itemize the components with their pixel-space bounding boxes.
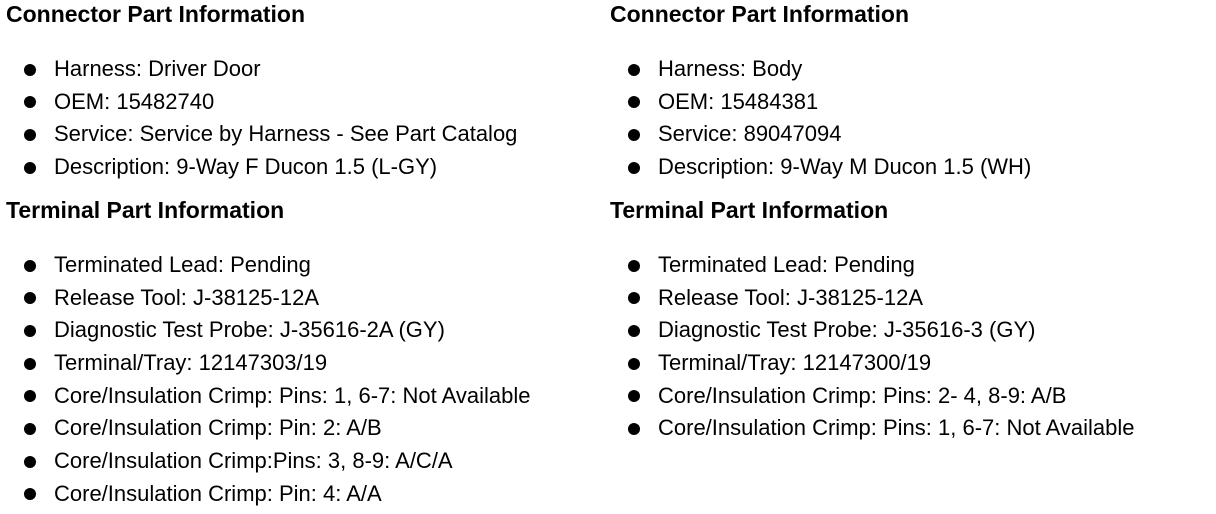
bullet-icon <box>628 390 640 402</box>
list-item <box>610 314 1135 347</box>
list-item <box>610 53 1031 86</box>
bullet-icon <box>24 488 36 500</box>
list-item-text: Harness: Body <box>658 56 803 81</box>
bullet-icon <box>628 325 640 337</box>
list-item-text: OEM: 15482740 <box>54 88 215 114</box>
list-item <box>6 86 517 119</box>
list-item-text: Core/Insulation Crimp: Pins: 1, 6-7: Not Available <box>658 415 1135 441</box>
list-item <box>610 118 1031 151</box>
list-item-text: Core/Insulation Crimp: Pins: 2- 4, 8-9: A/B <box>658 382 1067 408</box>
list-item-text: Description: 9-Way F Ducon 1.5 (L-GY) <box>54 154 438 180</box>
connector-part-heading: Connector Part Information <box>6 1 306 27</box>
bullet-icon <box>24 292 36 304</box>
list-item-text: OEM: 15484381 <box>658 88 819 114</box>
list-item-text: Core/Insulation Crimp: Pins: 1, 6-7: Not Available <box>54 382 531 408</box>
list-item <box>6 412 531 445</box>
bullet-icon <box>628 64 640 76</box>
list-item-text: Core/Insulation Crimp: Pin: 4: A/A <box>54 480 382 506</box>
list-item <box>610 412 1135 445</box>
list-item <box>6 249 531 282</box>
list-item <box>610 151 1031 184</box>
list-item-text: Release Tool: J-38125-12A <box>658 284 923 310</box>
list-item-text: Terminated Lead: Pending <box>54 252 311 277</box>
list-item-text: Harness: Driver Door <box>54 56 261 81</box>
list-item <box>610 380 1135 413</box>
list-item-text: Diagnostic Test Probe: J-35616-3 (GY) <box>658 317 1036 343</box>
connector-part-list <box>610 53 1031 184</box>
bullet-icon <box>24 423 36 435</box>
list-item <box>6 151 517 184</box>
list-item-text: Terminal/Tray: 12147300/19 <box>658 350 932 376</box>
bullet-icon <box>628 129 640 141</box>
bullet-icon <box>628 423 640 435</box>
bullet-icon <box>24 96 36 108</box>
bullet-icon <box>24 129 36 141</box>
bullet-icon <box>24 325 36 337</box>
list-item <box>6 380 531 413</box>
bullet-icon <box>628 292 640 304</box>
list-item-text: Diagnostic Test Probe: J-35616-2A (GY) <box>54 317 445 343</box>
bullet-icon <box>24 260 36 272</box>
bullet-icon <box>628 162 640 174</box>
connector-part-heading: Connector Part Information <box>610 1 910 27</box>
list-item <box>6 118 517 151</box>
list-item-text: Terminal/Tray: 12147303/19 <box>54 350 328 376</box>
list-item <box>610 249 1135 282</box>
list-item-text: Terminated Lead: Pending <box>658 252 915 277</box>
list-item <box>6 478 531 511</box>
list-item-text: Service: 89047094 <box>658 121 842 147</box>
bullet-icon <box>24 358 36 370</box>
list-item <box>6 314 531 347</box>
bullet-icon <box>24 64 36 76</box>
bullet-icon <box>628 96 640 108</box>
terminal-part-heading: Terminal Part Information <box>610 197 889 223</box>
list-item-text: Release Tool: J-38125-12A <box>54 284 319 310</box>
list-item <box>610 282 1135 315</box>
list-item <box>6 53 517 86</box>
list-item-text: Core/Insulation Crimp: Pin: 2: A/B <box>54 415 382 441</box>
bullet-icon <box>628 260 640 272</box>
list-item <box>6 347 531 380</box>
terminal-part-heading: Terminal Part Information <box>6 197 285 223</box>
bullet-icon <box>24 456 36 468</box>
terminal-part-list <box>610 249 1135 445</box>
list-item-text: Description: 9-Way M Ducon 1.5 (WH) <box>658 154 1032 180</box>
bullet-icon <box>24 390 36 402</box>
list-item-text: Core/Insulation Crimp:Pins: 3, 8-9: A/C/A <box>54 448 453 474</box>
list-item <box>6 282 531 315</box>
list-item <box>610 347 1135 380</box>
list-item <box>6 445 531 478</box>
list-item <box>610 86 1031 119</box>
bullet-icon <box>24 162 36 174</box>
list-item-text: Service: Service by Harness - See Part Catalog <box>54 121 518 147</box>
terminal-part-list <box>6 249 531 511</box>
bullet-icon <box>628 358 640 370</box>
connector-part-list <box>6 53 517 184</box>
